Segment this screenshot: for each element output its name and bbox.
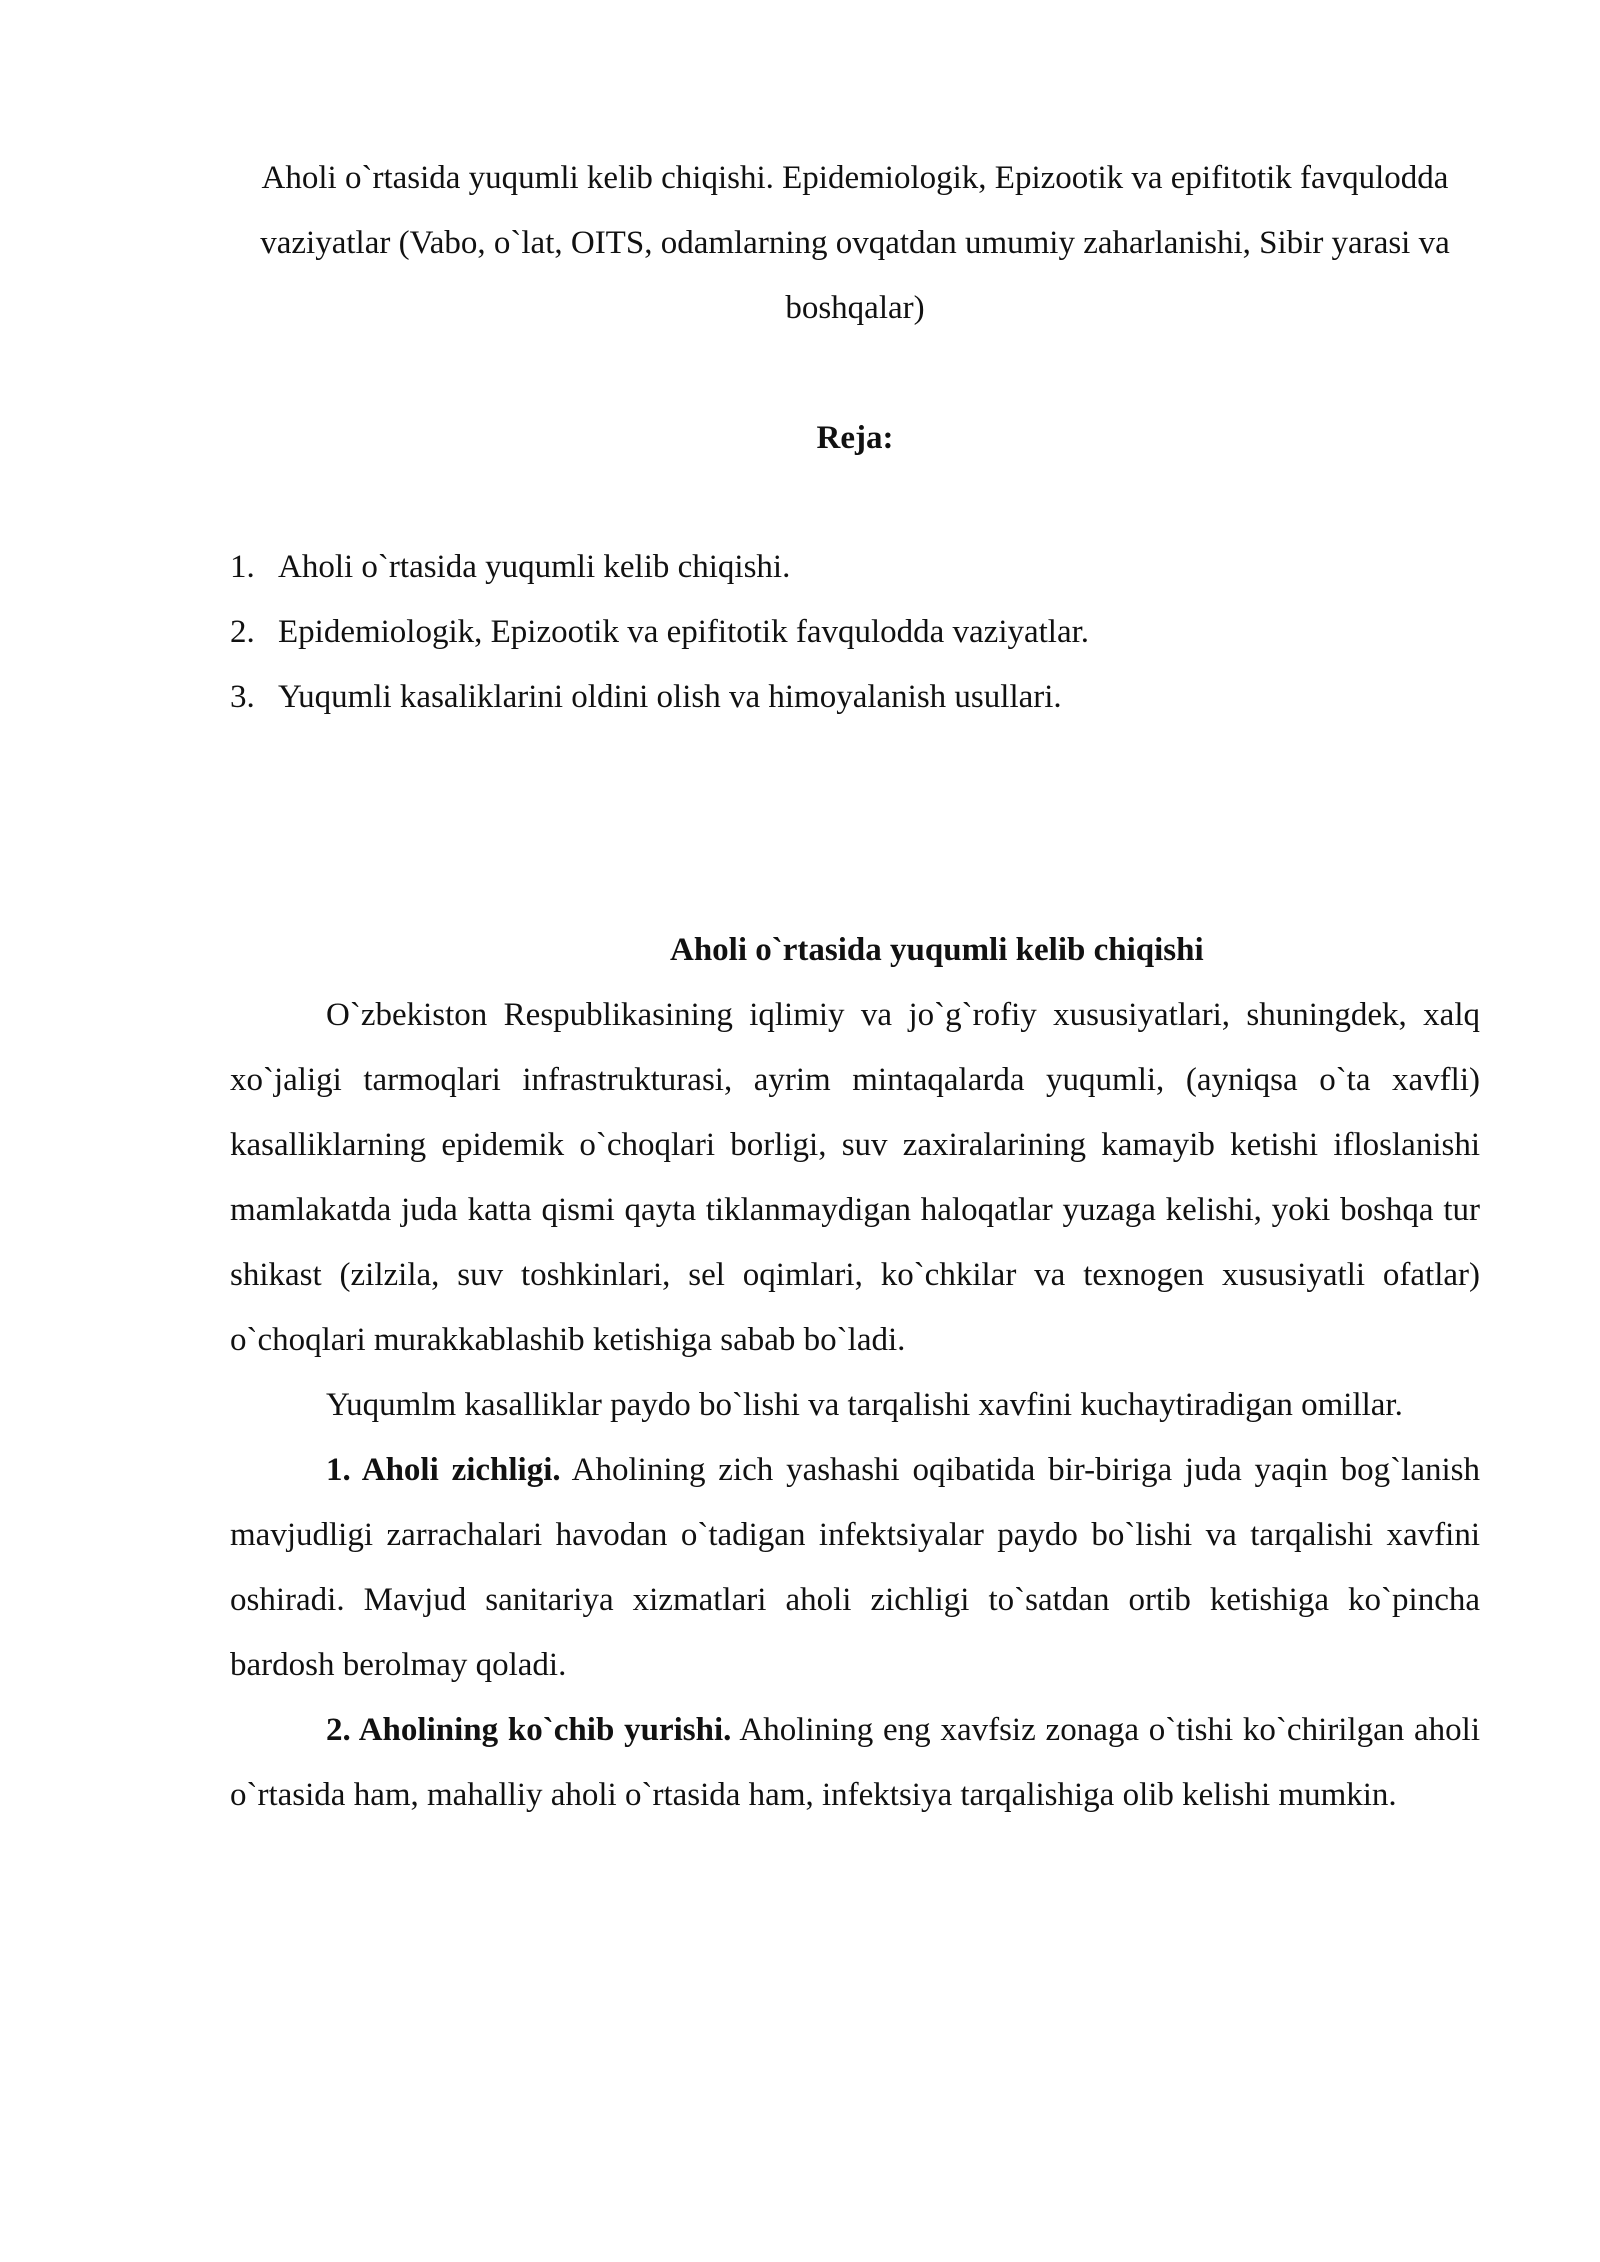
paragraph-text: Aholining zich yashashi oqibatida bir-biriga juda yaqin bog`lanish mavjudligi zarrachalari havodan o`tadigan infektsiyalar paydo bo`lishi va tarqalishi xavfini oshiradi. Mavjud sanitariya xizmatlari aholi zichligi to`satdan ortib ketishiga ko`pincha bardosh berolmay qoladi. bbox=[230, 1452, 1480, 1683]
paragraph bbox=[230, 1373, 1480, 1438]
document-title: Aholi o`rtasida yuqumli kelib chiqishi. Epidemiologik, Epizootik va epifitotik favqulodda vaziyatlar (Vabo, o`lat, OITS, odamlarning ovqatdan umumiy zaharlanishi, Sibir yarasi va boshqalar) bbox=[260, 160, 1450, 326]
plan-item bbox=[230, 535, 1480, 600]
paragraph-text: Aholining eng xavfsiz zonaga o`tishi ko`chirilgan aholi o`rtasida ham, mahalliy aholi o`rtasida ham, infektsiya tarqalishiga olib kelishi mumkin. bbox=[230, 1712, 1480, 1813]
paragraph-lead: 1. Aholi zichligi. bbox=[326, 1452, 561, 1488]
plan-heading: Reja: bbox=[816, 420, 894, 456]
paragraph bbox=[230, 1438, 1480, 1698]
paragraph-text: Yuqumlm kasalliklar paydo bo`lishi va tarqalishi xavfini kuchaytiradigan omillar. bbox=[326, 1387, 1403, 1423]
plan-item-text: Epidemiologik, Epizootik va epifitotik favqulodda vaziyatlar. bbox=[278, 614, 1090, 650]
plan-item-text: Yuqumli kasaliklarini oldini olish va himoyalanish usullari. bbox=[278, 679, 1062, 715]
plan-item bbox=[230, 665, 1480, 730]
plan-item-number: 2. bbox=[230, 614, 255, 650]
paragraph bbox=[230, 1698, 1480, 1828]
section-body bbox=[230, 918, 1480, 1828]
plan-item-text: Aholi o`rtasida yuqumli kelib chiqishi. bbox=[278, 549, 791, 585]
section-heading: Aholi o`rtasida yuqumli kelib chiqishi bbox=[670, 932, 1204, 968]
plan-item-number: 1. bbox=[230, 549, 255, 585]
paragraph bbox=[230, 983, 1480, 1373]
paragraph-text: O`zbekiston Respublikasining iqlimiy va jo`g`rofiy xususiyatlari, shuningdek, xalq xo`jaligi tarmoqlari infrastrukturasi, ayrim mintaqalarda yuqumli, (ayniqsa o`ta xavfli) kasalliklarning epidemik o`choqlari borligi, suv zaxiralarining kamayib ketishi ifloslanishi mamlakatda juda katta qismi qayta tiklanmaydigan haloqatlar yuzaga kelishi, yoki boshqa tur shikast (zilzila, suv toshkinlari, sel oqimlari, ko`chkilar va texnogen xususiyatli ofatlar) o`choqlari murakkablashib ketishiga sabab bo`ladi. bbox=[230, 997, 1480, 1358]
plan-list bbox=[230, 535, 1480, 730]
plan-item-number: 3. bbox=[230, 679, 255, 715]
paragraph-lead: 2. Aholining ko`chib yurishi. bbox=[326, 1712, 732, 1748]
plan-item bbox=[230, 600, 1480, 665]
